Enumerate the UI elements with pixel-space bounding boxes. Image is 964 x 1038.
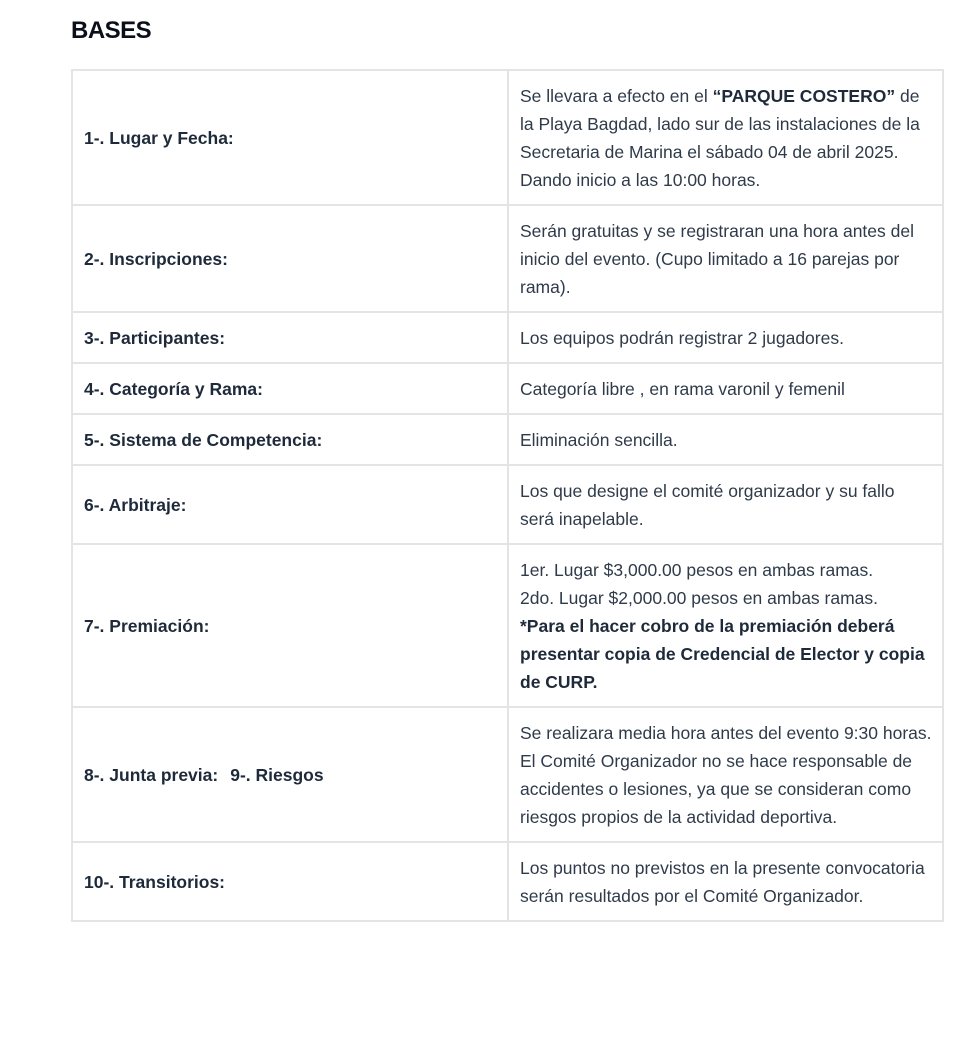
table-row [72,544,943,707]
row-label-junta: 8-. Junta previa: [84,765,219,785]
row-value: Categoría libre , en rama varonil y femenil [508,363,943,414]
row-label: 2-. Inscripciones: [72,205,508,312]
page-title: BASES [71,17,152,44]
table-row [72,312,943,363]
row-value [508,70,943,205]
row-label-riesgos: 9-. Riesgos [230,765,324,785]
row-label: 6-. Arbitraje: [72,465,508,544]
row-label: 7-. Premiación: [72,544,508,707]
row-value: Los que designe el comité organizador y su fallo será inapelable. [508,465,943,544]
row-value: Eliminación sencilla. [508,414,943,465]
table-row [72,363,943,414]
value-text: Se llevara a efecto en el [520,86,713,106]
row-value: Se realizara media hora antes del evento 9:30 horas. El Comité Organizador no se hace responsable de accidentes o lesiones, ya que se consideran como riesgos propios de la actividad deportiva. [508,707,943,842]
table-row [72,707,943,842]
row-value [508,544,943,707]
value-line: 1er. Lugar $3,000.00 pesos en ambas ramas. [520,560,874,580]
table-row [72,842,943,921]
row-label [72,707,508,842]
row-value: Serán gratuitas y se registraran una hora antes del inicio del evento. (Cupo limitado a 16 parejas por rama). [508,205,943,312]
row-label: 10-. Transitorios: [72,842,508,921]
table-row [72,205,943,312]
table-row [72,465,943,544]
bases-table [71,69,944,922]
row-label: 1-. Lugar y Fecha: [72,70,508,205]
table-row [72,414,943,465]
row-label: 4-. Categoría y Rama: [72,363,508,414]
value-emphasis: *Para el hacer cobro de la premiación deberá presentar copia de Credencial de Elector y copia de CURP. [520,616,925,692]
row-label: 5-. Sistema de Competencia: [72,414,508,465]
row-value: Los equipos podrán registrar 2 jugadores. [508,312,943,363]
row-label: 3-. Participantes: [72,312,508,363]
table-row [72,70,943,205]
value-line: 2do. Lugar $2,000.00 pesos en ambas ramas. [520,588,879,608]
value-text: de la Playa Bagdad, lado sur de las instalaciones de la Secretaria de Marina el sábado 04 de abril 2025. Dando inicio a las 10:00 horas. [520,86,920,190]
row-value: Los puntos no previstos en la presente convocatoria serán resultados por el Comité Organizador. [508,842,943,921]
value-emphasis: “PARQUE COSTERO” [712,86,896,106]
